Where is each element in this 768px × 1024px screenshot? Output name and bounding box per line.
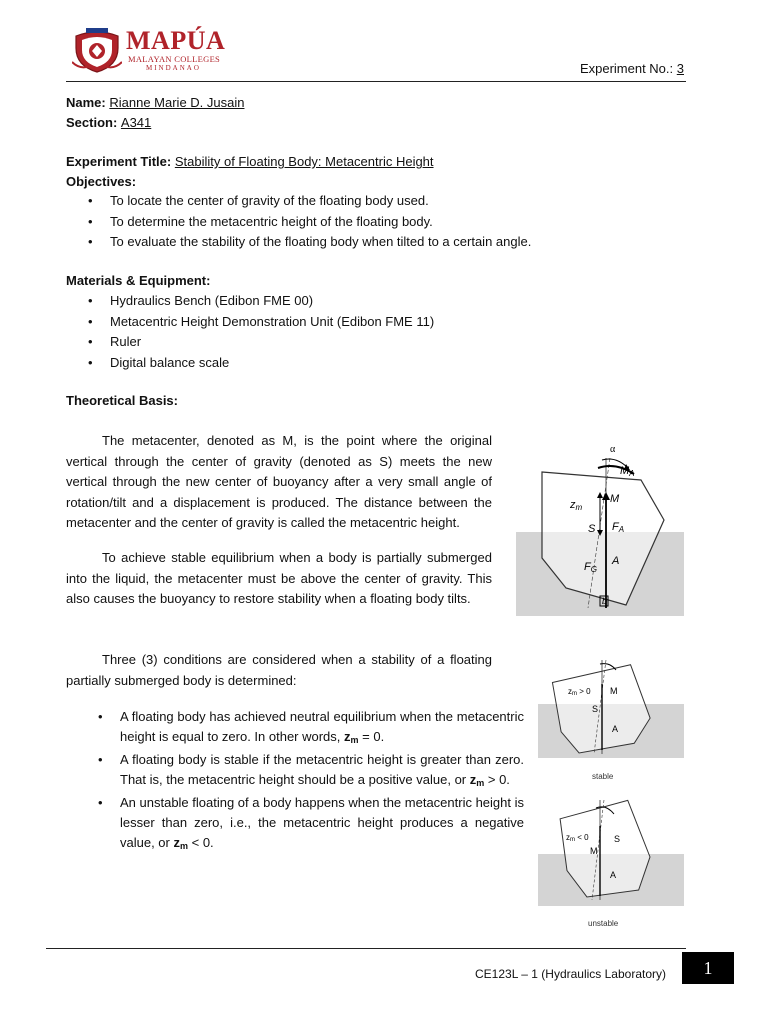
materials-heading: Materials & Equipment:: [66, 273, 211, 288]
svg-text:S: S: [592, 704, 599, 714]
list-item: • To determine the metacentric height of the floating body.: [66, 212, 531, 233]
name-line: Name: Rianne Marie D. Jusain: [66, 95, 245, 110]
svg-text:zm: zm: [570, 499, 583, 512]
logo-name: MAPÚA: [126, 26, 226, 55]
crest-icon: [72, 26, 122, 74]
svg-text:M: M: [590, 846, 598, 856]
theory-paragraph-2: To achieve stable equilibrium when a body is partially submerged into the liquid, the metacenter must be above the center of gravity. This also causes the buoyancy to restore stability when a floating body tilts.: [66, 550, 492, 606]
theory-paragraph-3: Three (3) conditions are considered when a stability of a floating partially submerged body is determined:: [66, 652, 492, 688]
unstable-diagram: [538, 796, 684, 930]
svg-text:zm > 0: zm > 0: [568, 687, 591, 697]
section-line: Section: A341: [66, 115, 152, 130]
logo-subtitle: MALAYAN COLLEGES: [128, 54, 221, 64]
list-item: • To evaluate the stability of the floating body when tilted to a certain angle.: [66, 232, 531, 253]
materials-list: [66, 291, 434, 373]
theory-heading: Theoretical Basis:: [66, 393, 178, 408]
svg-text:M: M: [610, 493, 620, 505]
experiment-number: Experiment No.: 3: [579, 61, 684, 76]
figure-caption-unstable: unstable: [588, 919, 619, 928]
svg-text:M: M: [610, 686, 618, 696]
condition-unstable: • An unstable floating of a body happens when the metacentric height is lesser than zero, i.e., the metacentric height produces a negative value, or $z_m < 0$.: [66, 793, 524, 856]
svg-text:S: S: [614, 834, 621, 844]
list-item: • Hydraulics Bench (Edibon FME 00): [66, 291, 434, 312]
metacenter-diagram: [516, 438, 684, 616]
svg-text:b: b: [602, 596, 608, 606]
svg-text:α: α: [610, 444, 616, 455]
svg-text:FG: FG: [584, 561, 597, 574]
svg-text:FA: FA: [612, 521, 625, 534]
stable-diagram: [538, 654, 684, 784]
list-item: • To locate the center of gravity of the floating body used.: [66, 191, 531, 212]
condition-neutral: • A floating body has achieved neutral equilibrium when the metacentric height is equal to zero. In other words, $z_m = 0$.: [66, 707, 524, 750]
list-item: • Digital balance scale: [66, 353, 434, 374]
conditions-list: [66, 707, 524, 856]
list-item: • Ruler: [66, 332, 434, 353]
svg-text:A: A: [610, 870, 617, 880]
objectives-heading: Objectives:: [66, 174, 137, 189]
course-label: CE123L – 1 (Hydraulics Laboratory): [475, 967, 666, 981]
svg-text:zm < 0: zm < 0: [566, 833, 589, 843]
header-divider: [66, 81, 686, 82]
school-logo: [72, 26, 242, 74]
svg-text:MA: MA: [620, 465, 635, 478]
objectives-list: [66, 191, 531, 253]
footer-divider: [46, 948, 686, 949]
list-item: • Metacentric Height Demonstration Unit (Edibon FME 11): [66, 312, 434, 333]
page-number: 1: [682, 952, 734, 984]
theory-paragraph-1: The metacenter, denoted as M, is the point where the original vertical through the center of gravity (denoted as S) meets the new vertical through the new center of buoyancy after a very small angle of rotation/tilt and a displacement is produced. The distance between the metacenter and the center of gravity is called the metacentric height.: [66, 433, 492, 530]
svg-text:A: A: [612, 724, 619, 734]
logo-campus: MINDANAO: [146, 64, 201, 72]
condition-stable: • A floating body is stable if the metacentric height is greater than zero. That is, the metacentric height should be a positive value, or $z_m > 0$.: [66, 750, 524, 793]
experiment-title-line: Experiment Title: Stability of Floating Body: Metacentric Height: [66, 154, 434, 169]
figure-caption-stable: stable: [592, 772, 614, 781]
svg-text:A: A: [612, 555, 620, 567]
svg-text:S: S: [588, 523, 596, 535]
